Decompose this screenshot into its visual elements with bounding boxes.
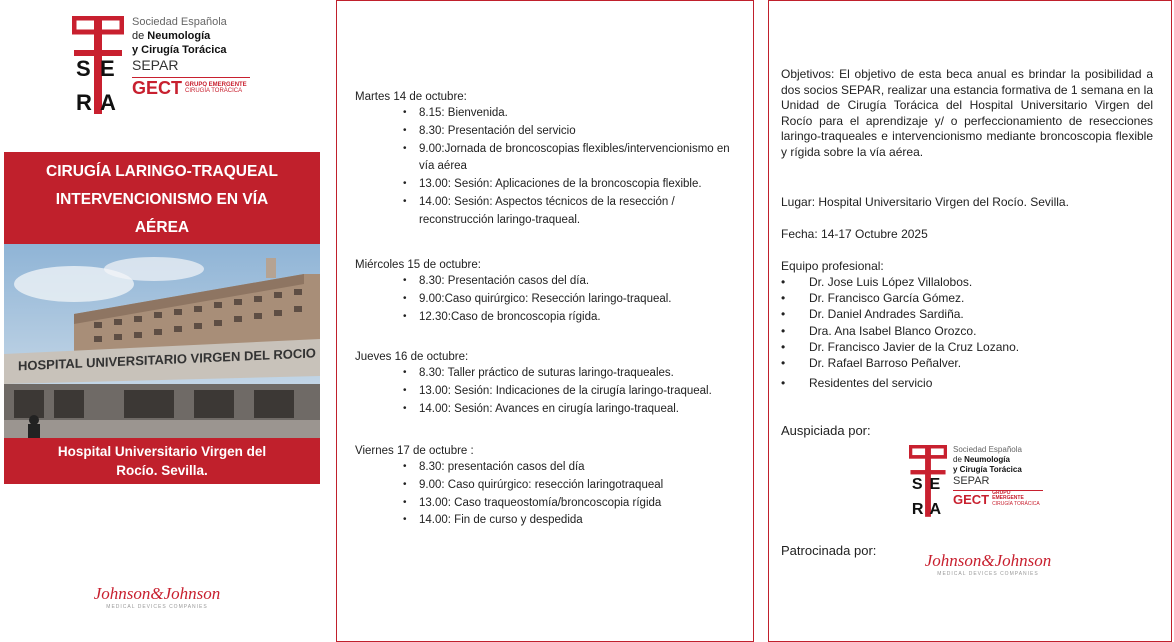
logo-line-2 <box>953 455 1043 465</box>
list-item: • Dr. Francisco Javier de la Cruz Lozano. <box>781 339 1141 355</box>
list-item: • Dra. Ana Isabel Blanco Orozco. <box>781 323 1141 339</box>
logo-line-4: SEPAR <box>953 475 990 487</box>
separ-cross-icon <box>909 445 947 517</box>
gect-sub-1: GRUPO EMERGENTE <box>185 81 247 88</box>
list-item: • Dr. Rafael Barroso Peñalver. <box>781 355 1141 371</box>
list-item: • 13.00: Sesión: Aplicaciones de la broncoscopia flexible. <box>419 176 745 194</box>
list-item: • 13.00: Sesión: Indicaciones de la cirugía laringo-traqueal. <box>419 383 745 401</box>
list-item: • 9.00:Caso quirúrgico: Resección laringo-traqueal. <box>419 291 745 309</box>
logo-line-2 <box>132 30 250 44</box>
day-items <box>419 105 745 230</box>
list-item: • 9.00:Jornada de broncoscopias flexibles/intervencionismo en vía aérea <box>419 141 745 177</box>
banner-line-3: AÉREA <box>134 219 190 236</box>
list-item: • 8.30: presentación casos del día <box>419 459 745 477</box>
separ-cross-icon <box>72 16 124 114</box>
gect-logo <box>953 490 1043 508</box>
logo-line-1: Sociedad Española <box>132 16 227 28</box>
logo-line-4: SEPAR <box>132 57 179 74</box>
svg-text:A: A <box>100 90 116 114</box>
list-item: • 8.30: Presentación casos del día. <box>419 273 745 291</box>
day-title: Viernes 17 de octubre : <box>355 445 474 457</box>
gect-logo <box>132 77 250 99</box>
list-item: • Dr. Francisco García Gómez. <box>781 290 1141 306</box>
list-item: • 8.15: Bienvenida. <box>419 105 745 123</box>
day-3 <box>355 351 745 418</box>
photo-sign-text: HOSPITAL UNIVERSITARIO VIRGEN DEL ROCIO <box>18 345 316 374</box>
list-item: • 14.00: Sesión: Aspectos técnicos de la resección / reconstrucción laringo-traqueal. <box>419 194 719 230</box>
logo-line-2-bold: Neumología <box>964 455 1010 464</box>
svg-text:E: E <box>929 475 941 494</box>
team-title: Equipo profesional: <box>781 259 884 273</box>
gect-sub-1: GRUPO EMERGENTE <box>992 489 1024 502</box>
jj-sub: MEDICAL DEVICES COMPANIES <box>106 604 208 610</box>
svg-text:S: S <box>911 475 923 494</box>
auspiciada-label: Auspiciada por: <box>781 423 871 438</box>
logo-line-2-bold: Neumología <box>147 29 211 42</box>
day-items <box>419 365 745 418</box>
gect-subtitle <box>992 491 1043 508</box>
banner-line-1: CIRUGÍA LARINGO-TRAQUEAL <box>46 163 278 180</box>
gect-sub-2: CIRUGÍA TORÁCICA <box>992 500 1040 507</box>
johnson-logo-right <box>913 551 1063 577</box>
logo-line-1: Sociedad Española <box>953 445 1022 454</box>
svg-text:S: S <box>76 56 91 81</box>
jj-name: Johnson&Johnson <box>924 551 1052 570</box>
hospital-building-image <box>4 244 320 438</box>
list-item: • Dr. Daniel Andrades Sardiña. <box>781 306 1141 322</box>
svg-text:R: R <box>76 90 92 114</box>
list-item: • 12.30:Caso de broncoscopia rígida. <box>419 309 745 327</box>
banner-line-2: INTERVENCIONISMO EN VÍA <box>55 191 269 208</box>
list-item: • Residentes del servicio <box>781 375 1141 391</box>
patrocinada-label: Patrocinada por: <box>781 543 877 558</box>
team-list <box>781 274 1141 391</box>
info-panel <box>768 0 1172 642</box>
date-text: Fecha: 14-17 Octubre 2025 <box>781 227 928 241</box>
day-items <box>419 459 745 530</box>
day-1 <box>355 91 745 230</box>
day-4 <box>355 445 745 530</box>
course-title-banner <box>4 152 320 244</box>
svg-text:R: R <box>911 499 924 517</box>
caption-line-2: Rocío. Sevilla. <box>116 463 208 478</box>
day-title: Jueves 16 de octubre: <box>355 351 469 363</box>
list-item: • 14.00: Fin de curso y despedida <box>419 512 745 530</box>
separ-logo-small <box>909 445 1043 517</box>
johnson-logo-left <box>72 584 242 610</box>
day-2 <box>355 259 745 326</box>
svg-text:E: E <box>100 56 115 81</box>
gect-label: GECT <box>132 77 183 98</box>
list-item: • 14.00: Sesión: Avances en cirugía laringo-traqueal. <box>419 401 745 419</box>
list-item: • 13.00: Caso traqueostomía/broncoscopia rígida <box>419 495 745 513</box>
list-item: • Dr. Jose Luis López Villalobos. <box>781 274 1141 290</box>
gect-label: GECT <box>953 491 990 507</box>
caption-line-1: Hospital Universitario Virgen del <box>57 444 267 459</box>
objectives-text: Objetivos: El objetivo de esta beca anual es brindar la posibilidad a dos socios SEPAR, realizar una estancia formativa de 1 semana en la Unidad de Cirugía Torácica del Hospital Universitario Virgen del Rocío para el aprendizaje y/ o perfeccionamiento de resecciones laringo-traqueales e intervencionismo mediante broncoscopia flexible y rígida sobre la vía aérea. <box>781 67 1153 159</box>
logo-line-3: y Cirugía Torácica <box>953 465 1022 474</box>
jj-name: Johnson&Johnson <box>93 584 221 603</box>
logo-line-2-prefix: de <box>953 455 965 464</box>
gect-subtitle <box>185 82 247 95</box>
logo-line-3: y Cirugía Torácica <box>132 43 227 56</box>
list-item: • 9.00: Caso quirúrgico: resección laringotraqueal <box>419 477 745 495</box>
list-item: • 8.30: Taller práctico de suturas laringo-traqueales. <box>419 365 745 383</box>
program-panel <box>336 0 754 642</box>
day-title: Miércoles 15 de octubre: <box>355 259 481 271</box>
hospital-photo <box>4 244 320 438</box>
svg-text:A: A <box>929 499 942 517</box>
hospital-caption <box>4 438 320 484</box>
logo-line-2-prefix: de <box>132 29 148 42</box>
jj-sub: MEDICAL DEVICES COMPANIES <box>937 571 1039 577</box>
gect-sub-2: CIRUGÍA TORÁCICA <box>185 88 243 95</box>
day-title: Martes 14 de octubre: <box>355 91 467 103</box>
place-text: Lugar: Hospital Universitario Virgen del Rocío. Sevilla. <box>781 195 1069 209</box>
day-items <box>419 273 745 326</box>
list-item: • 8.30: Presentación del servicio <box>419 123 745 141</box>
separ-logo <box>72 16 250 114</box>
